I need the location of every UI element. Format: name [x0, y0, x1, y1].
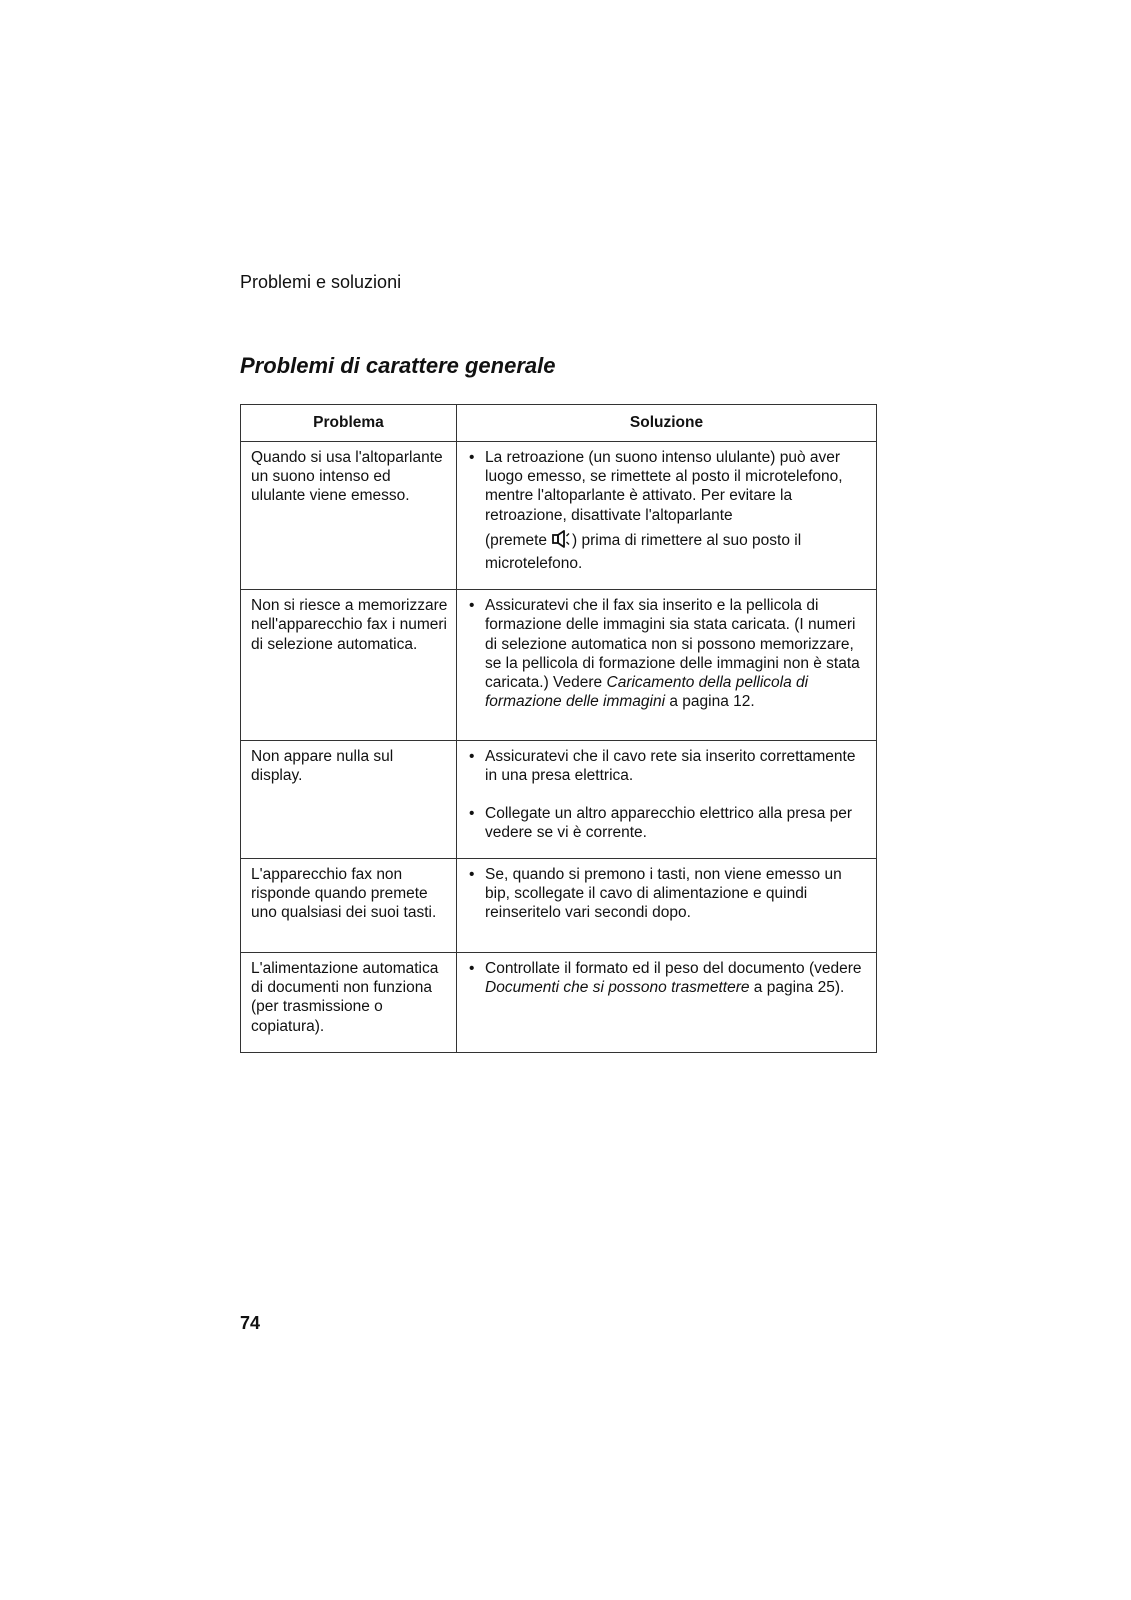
table-row	[241, 590, 877, 741]
bullet-icon: •	[469, 960, 475, 978]
solution-text: Se, quando si premono i tasti, non viene emesso un bip, scollegate il cavo di alimentazione e quindi reinseritelo vari secondi dopo.	[485, 866, 842, 922]
cross-reference-title: Caricamento della pellicola di formazione delle immagini	[485, 674, 809, 711]
solution-text-after-icon: ) prima di rimettere al suo posto il microtelefono.	[485, 531, 802, 573]
solution-cell	[457, 741, 877, 859]
problem-cell: L'apparecchio fax non risponde quando premete uno qualsiasi dei suoi tasti.	[241, 859, 457, 953]
table-header-row	[241, 405, 877, 442]
solution-item	[467, 448, 868, 573]
bullet-icon: •	[469, 449, 475, 466]
problem-cell: Non si riesce a memorizzare nell'apparecchio fax i numeri di selezione automatica.	[241, 590, 457, 741]
solution-text: Controllate il formato ed il peso del documento (vedere	[485, 960, 862, 978]
column-header-solution: Soluzione	[457, 405, 877, 442]
solution-item	[467, 865, 868, 923]
solution-text: La retroazione (un suono intenso ululante) può aver luogo emesso, se rimettete al posto il microtelefono, mentre l'altoparlante è attivato. Per evitare la retroazione, disattivate l'altoparlante	[485, 449, 843, 524]
solution-line-with-icon	[485, 529, 868, 573]
solution-text: Collegate un altro apparecchio elettrico alla presa per vedere se vi è corrente.	[485, 804, 853, 841]
section-header: Problemi e soluzioni	[240, 272, 402, 292]
bullet-icon: •	[469, 866, 475, 884]
solution-item	[467, 747, 868, 785]
column-header-problem: Problema	[241, 405, 457, 442]
cross-reference-page: a pagina 12.	[669, 693, 755, 711]
solution-item	[467, 804, 868, 842]
solution-item	[467, 596, 868, 711]
problem-cell: L'alimentazione automatica di documenti non funziona (per trasmissione o copiatura).	[241, 953, 457, 1053]
troubleshooting-table	[240, 404, 877, 1053]
solution-cell	[457, 953, 877, 1053]
solution-cell	[457, 442, 877, 590]
cross-reference-page: a pagina 25).	[753, 979, 845, 997]
page-number: 74	[240, 1313, 261, 1333]
solution-text-before-icon: (premete	[485, 531, 548, 549]
bullet-icon: •	[469, 804, 475, 822]
solution-cell	[457, 859, 877, 953]
table-row	[241, 859, 877, 953]
solution-cell	[457, 590, 877, 741]
problem-cell: Non appare nulla sul display.	[241, 741, 457, 859]
solution-text: Assicuratevi che il fax sia inserito e la pellicola di formazione delle immagini sia stata caricata. (I numeri di selezione automatica non si possono memorizzare, se la pellicola di formazione delle immagini non è stata caricata.) Vedere	[485, 597, 860, 692]
problem-cell: Quando si usa l'altoparlante un suono intenso ed ululante viene emesso.	[241, 442, 457, 590]
solution-item	[467, 959, 868, 997]
table-row	[241, 741, 877, 859]
speaker-icon	[551, 529, 571, 554]
solution-text: Assicuratevi che il cavo rete sia inserito correttamente in una presa elettrica.	[485, 748, 856, 785]
bullet-icon: •	[469, 597, 475, 615]
table-row	[241, 442, 877, 590]
bullet-icon: •	[469, 748, 475, 766]
page-title: Problemi di carattere generale	[240, 353, 556, 378]
table-row	[241, 953, 877, 1053]
cross-reference-title: Documenti che si possono trasmettere	[485, 979, 750, 997]
